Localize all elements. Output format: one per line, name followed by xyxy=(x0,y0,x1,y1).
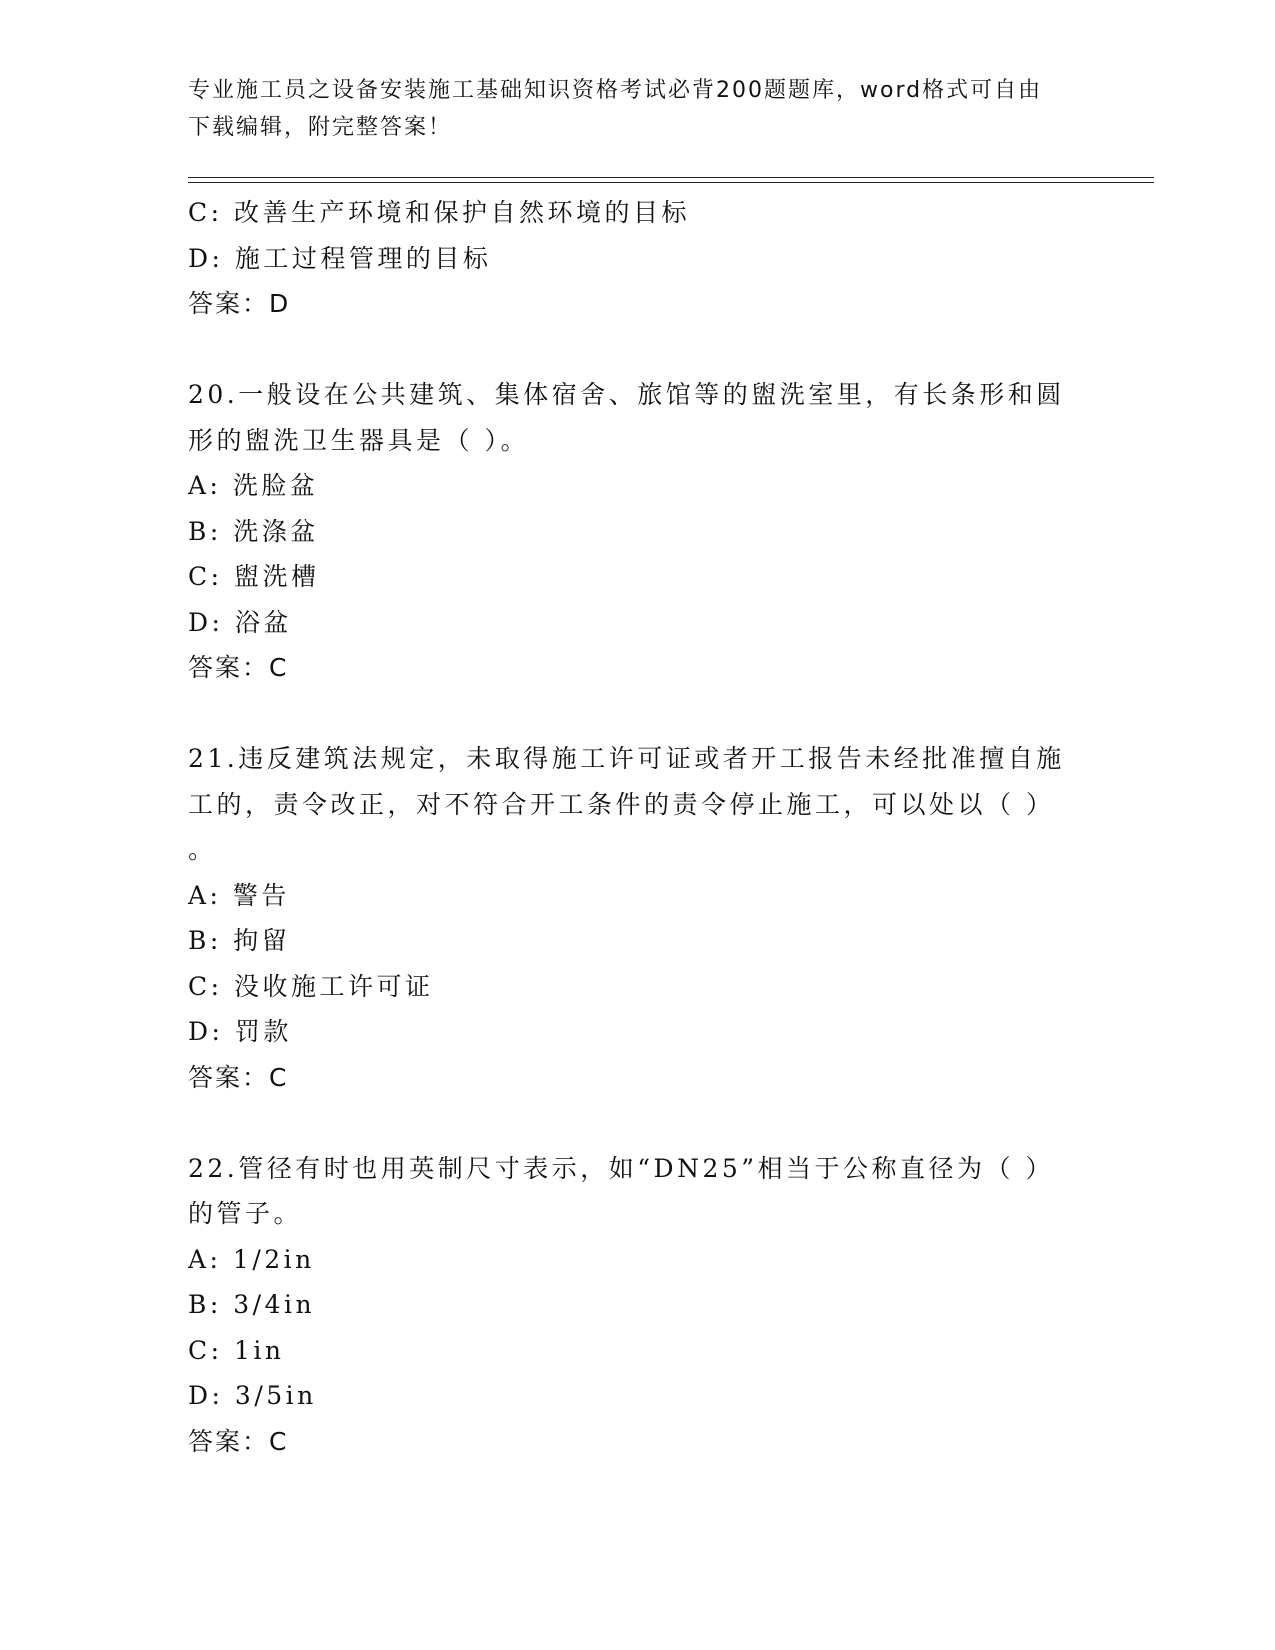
answer: 答案：C xyxy=(188,653,289,682)
option-c: C: 1in xyxy=(188,1335,285,1365)
question-20 xyxy=(188,372,1088,691)
header-title-line-2: 下载编辑，附完整答案！ xyxy=(188,115,453,140)
question-stem: 20.一般设在公共建筑、集体宿舍、旅馆等的盥洗室里，有长条形和圆 xyxy=(188,380,1065,409)
option-c: C: 改善生产环境和保护自然环境的目标 xyxy=(188,198,690,227)
spacer xyxy=(188,327,1088,373)
option-b: B: 拘留 xyxy=(188,926,291,955)
option-b: B: 3/4in xyxy=(188,1290,316,1319)
answer: 答案：D xyxy=(188,289,291,318)
question-22 xyxy=(188,1146,1088,1465)
header-divider-top xyxy=(188,177,1154,178)
spacer xyxy=(188,691,1088,737)
question-stem: 的管子。 xyxy=(188,1199,303,1228)
option-c: C: 没收施工许可证 xyxy=(188,971,434,1001)
option-a: A: 洗脸盆 xyxy=(188,471,319,500)
question-19-tail xyxy=(188,190,1088,327)
question-stem: 形的盥洗卫生器具是（ ）。 xyxy=(188,425,529,455)
document-header xyxy=(188,72,1068,146)
question-stem: 工的，责令改正，对不符合开工条件的责令停止施工，可以处以（ ） xyxy=(188,789,1055,819)
option-d: D: 3/5in xyxy=(188,1381,317,1410)
option-a: A: 1/2in xyxy=(188,1244,315,1274)
question-21 xyxy=(188,736,1088,1100)
question-stem: 21.违反建筑法规定，未取得施工许可证或者开工报告未经批准擅自施 xyxy=(188,744,1065,773)
question-stem: 。 xyxy=(188,835,217,864)
option-c: C: 盥洗槽 xyxy=(188,562,320,591)
answer: 答案：C xyxy=(188,1426,289,1456)
option-a: A: 警告 xyxy=(188,880,290,910)
header-title-line-1: 专业施工员之设备安装施工基础知识资格考试必背200题题库，word格式可自由 xyxy=(188,78,1043,103)
option-d: D: 罚款 xyxy=(188,1017,292,1046)
header-divider-bottom xyxy=(188,182,1154,183)
question-stem: 22.管径有时也用英制尺寸表示，如“DN25”相当于公称直径为（ ） xyxy=(188,1153,1054,1183)
option-d: D: 浴盆 xyxy=(188,607,292,637)
answer: 答案：C xyxy=(188,1062,289,1092)
spacer xyxy=(188,1100,1088,1146)
option-d: D: 施工过程管理的目标 xyxy=(188,243,492,273)
question-list xyxy=(188,190,1088,1464)
option-b: B: 洗涤盆 xyxy=(188,516,319,546)
